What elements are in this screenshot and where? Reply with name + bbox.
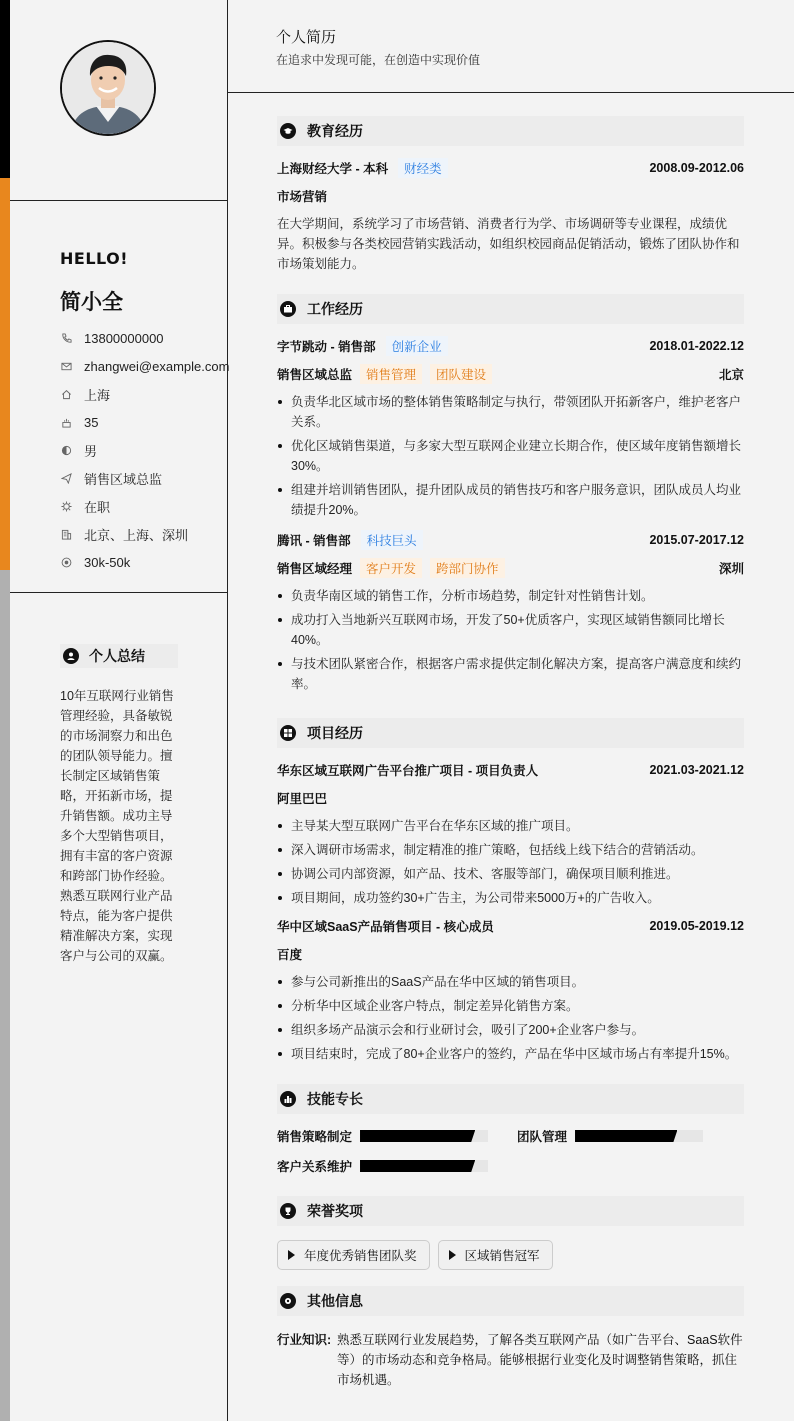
info-cities bbox=[60, 520, 229, 548]
project-period: 2019.05-2019.12 bbox=[649, 919, 744, 933]
skill-tag: 销售管理 bbox=[360, 364, 422, 384]
info-status bbox=[60, 492, 229, 520]
skill-bar bbox=[360, 1160, 488, 1172]
work-header bbox=[277, 294, 744, 324]
projects-title: 项目经历 bbox=[307, 725, 363, 741]
skill-item bbox=[277, 1128, 517, 1144]
award-badge bbox=[438, 1240, 553, 1270]
skill-name: 销售策略制定 bbox=[277, 1130, 353, 1144]
info-text: 35 bbox=[84, 414, 99, 430]
skills-title: 技能专长 bbox=[307, 1091, 363, 1107]
play-icon bbox=[288, 1250, 295, 1260]
info-salary bbox=[60, 548, 229, 576]
awards-title: 荣誉奖项 bbox=[307, 1203, 363, 1219]
summary-header bbox=[60, 644, 178, 668]
phone-icon bbox=[60, 332, 72, 344]
skill-name: 团队管理 bbox=[517, 1130, 568, 1144]
main-content bbox=[228, 0, 794, 1421]
grid-icon bbox=[280, 725, 296, 741]
home-icon bbox=[60, 388, 72, 400]
job-position: 销售区域经理 bbox=[277, 562, 353, 576]
skill-item bbox=[517, 1128, 744, 1144]
work-section bbox=[277, 294, 744, 694]
info-phone bbox=[60, 324, 229, 352]
project-entry bbox=[277, 918, 744, 1064]
list-item: 项目结束时，完成了80+企业客户的签约，产品在华中区域市场占有率提升15%。 bbox=[277, 1044, 744, 1064]
award-badge bbox=[277, 1240, 430, 1270]
status-icon bbox=[60, 500, 72, 512]
bar-chart-icon bbox=[280, 1091, 296, 1107]
list-item: 项目期间，成功签约30+广告主，为公司带来5000万+的广告收入。 bbox=[277, 888, 744, 908]
list-item: 参与公司新推出的SaaS产品在华中区域的销售项目。 bbox=[277, 972, 744, 992]
list-item: 主导某大型互联网广告平台在华东区域的推广项目。 bbox=[277, 816, 744, 836]
education-title: 教育经历 bbox=[307, 123, 363, 139]
project-name: 华中区域SaaS产品销售项目 - 核心成员 bbox=[277, 920, 494, 934]
info-gender bbox=[60, 436, 229, 464]
education-row bbox=[277, 160, 744, 176]
job-city: 深圳 bbox=[718, 562, 744, 576]
salary-icon bbox=[60, 556, 72, 568]
info-text: 13800000000 bbox=[84, 330, 164, 346]
info-email bbox=[60, 352, 229, 380]
candidate-name: 简小全 bbox=[60, 291, 123, 314]
project-entry bbox=[277, 762, 744, 908]
medal-icon bbox=[280, 1293, 296, 1309]
project-org: 百度 bbox=[277, 948, 303, 962]
greeting: HELLO! bbox=[60, 249, 129, 268]
job-entry bbox=[277, 532, 744, 694]
skill-bar-fill bbox=[360, 1130, 475, 1142]
list-item: 负责华北区域市场的整体销售策略制定与执行，带领团队开拓新客户，维护老客户关系。 bbox=[277, 392, 744, 432]
other-header bbox=[277, 1286, 744, 1316]
education-section bbox=[277, 116, 744, 274]
job-city: 北京 bbox=[718, 368, 744, 382]
list-item: 组建并培训销售团队，提升团队成员的销售技巧和客户服务意识，团队成员人均业绩提升20%。 bbox=[277, 480, 744, 520]
info-city bbox=[60, 380, 229, 408]
info-age bbox=[60, 408, 229, 436]
gender-icon bbox=[60, 444, 72, 456]
list-item: 分析华中区域企业客户特点，制定差异化销售方案。 bbox=[277, 996, 744, 1016]
accent-stripe-orange bbox=[0, 178, 10, 570]
info-text: 30k-50k bbox=[84, 554, 131, 570]
project-name: 华东区域互联网广告平台推广项目 - 项目负责人 bbox=[277, 764, 539, 778]
job-bullets bbox=[277, 392, 744, 520]
company-name: 腾讯 - 销售部 bbox=[277, 534, 351, 548]
other-text: 熟悉互联网行业发展趋势，了解各类互联网产品（如广告平台、SaaS软件等）的市场动态和竞争格局。能够根据行业变化及时调整销售策略，抓住市场机遇。 bbox=[337, 1333, 743, 1387]
summary-text: 10年互联网行业销售管理经验，具备敏锐的市场洞察力和出色的团队领导能力。擅长制定区域销售策略，开拓新市场，提升销售额。成功主导多个大型销售项目，拥有丰富的客户资源和跨部门协作经验。熟悉互联网行业产品特点，能为客户提供精准解决方案，实现客户与公司的双赢。 bbox=[60, 689, 174, 963]
job-entry bbox=[277, 338, 744, 520]
info-position bbox=[60, 464, 229, 492]
education-major: 市场营销 bbox=[277, 190, 328, 204]
skill-name: 客户关系维护 bbox=[277, 1160, 353, 1174]
list-item: 负责华南区域的销售工作，分析市场趋势，制定针对性销售计划。 bbox=[277, 586, 744, 606]
other-title: 其他信息 bbox=[307, 1293, 363, 1309]
job-period: 2018.01-2022.12 bbox=[649, 339, 744, 353]
skill-bar bbox=[575, 1130, 703, 1142]
project-org: 阿里巴巴 bbox=[277, 792, 328, 806]
project-bullets bbox=[277, 816, 744, 908]
award-label: 区域销售冠军 bbox=[464, 1249, 540, 1263]
list-item: 成功打入当地新兴互联网市场，开发了50+优质客户，实现区域销售额同比增长40%。 bbox=[277, 610, 744, 650]
accent-stripe-black bbox=[0, 0, 10, 178]
projects-header bbox=[277, 718, 744, 748]
skill-tag: 客户开发 bbox=[360, 558, 422, 578]
skills-section bbox=[277, 1084, 744, 1174]
age-icon bbox=[60, 416, 72, 428]
info-text: zhangwei@example.com bbox=[84, 358, 230, 374]
building-icon bbox=[60, 528, 72, 540]
accent-stripe-gray bbox=[0, 570, 10, 1421]
awards-section bbox=[277, 1196, 744, 1270]
projects-section bbox=[277, 718, 744, 1064]
awards-header bbox=[277, 1196, 744, 1226]
info-text: 销售区域总监 bbox=[84, 471, 163, 487]
user-icon bbox=[63, 648, 79, 664]
play-icon bbox=[449, 1250, 456, 1260]
education-header bbox=[277, 116, 744, 146]
project-bullets bbox=[277, 972, 744, 1064]
company-tag: 科技巨头 bbox=[361, 530, 423, 550]
award-label: 年度优秀销售团队奖 bbox=[304, 1249, 417, 1263]
awards-list bbox=[277, 1240, 744, 1270]
other-label: 行业知识: bbox=[277, 1333, 332, 1347]
skills-header bbox=[277, 1084, 744, 1114]
mail-icon bbox=[60, 360, 72, 372]
avatar bbox=[60, 40, 156, 136]
work-title: 工作经历 bbox=[307, 301, 363, 317]
other-info-row bbox=[277, 1330, 744, 1390]
project-period: 2021.03-2021.12 bbox=[649, 763, 744, 777]
info-text: 上海 bbox=[84, 387, 111, 403]
page-subtitle: 在追求中发现可能，在创造中实现价值 bbox=[276, 53, 481, 67]
other-section bbox=[277, 1286, 744, 1390]
info-text: 男 bbox=[84, 443, 98, 459]
job-position: 销售区域总监 bbox=[277, 368, 353, 382]
education-description: 在大学期间，系统学习了市场营销、消费者行为学、市场调研等专业课程，成绩优异。积极参与各类校园营销实践活动，如组织校园商品促销活动，锻炼了团队协作和市场策划能力。 bbox=[277, 217, 740, 271]
graduation-cap-icon bbox=[280, 123, 296, 139]
trophy-icon bbox=[280, 1203, 296, 1219]
job-period: 2015.07-2017.12 bbox=[649, 533, 744, 547]
skill-tag: 跨部门协作 bbox=[430, 558, 505, 578]
list-item: 与技术团队紧密合作，根据客户需求提供定制化解决方案，提高客户满意度和续约率。 bbox=[277, 654, 744, 694]
job-bullets bbox=[277, 586, 744, 694]
skill-bar bbox=[360, 1130, 488, 1142]
education-tag: 财经类 bbox=[398, 158, 448, 178]
school-name: 上海财经大学 - 本科 bbox=[277, 162, 389, 176]
skill-bar-fill bbox=[360, 1160, 475, 1172]
list-item: 协调公司内部资源，如产品、技术、客服等部门，确保项目顺利推进。 bbox=[277, 864, 744, 884]
accent-stripe bbox=[0, 0, 10, 1421]
skill-bar-fill bbox=[575, 1130, 677, 1142]
summary-title: 个人总结 bbox=[89, 648, 145, 664]
list-item: 深入调研市场需求，制定精准的推广策略，包括线上线下结合的营销活动。 bbox=[277, 840, 744, 860]
sidebar-divider bbox=[10, 200, 227, 201]
skills-grid bbox=[277, 1128, 744, 1174]
info-text: 在职 bbox=[84, 499, 111, 515]
sidebar bbox=[10, 0, 228, 1421]
list-item: 组织多场产品演示会和行业研讨会，吸引了200+企业客户参与。 bbox=[277, 1020, 744, 1040]
send-icon bbox=[60, 472, 72, 484]
briefcase-icon bbox=[280, 301, 296, 317]
contact-info-list bbox=[60, 324, 229, 576]
company-name: 字节跳动 - 销售部 bbox=[277, 340, 376, 354]
sidebar-divider bbox=[10, 592, 227, 593]
company-tag: 创新企业 bbox=[386, 336, 448, 356]
education-period: 2008.09-2012.06 bbox=[649, 161, 744, 175]
header-divider bbox=[228, 92, 794, 93]
skill-tag: 团队建设 bbox=[430, 364, 492, 384]
info-text: 北京、上海、深圳 bbox=[84, 527, 189, 543]
list-item: 优化区域销售渠道，与多家大型互联网企业建立长期合作，使区域年度销售额增长30%。 bbox=[277, 436, 744, 476]
page-title: 个人简历 bbox=[276, 29, 337, 46]
skill-item bbox=[277, 1158, 517, 1174]
